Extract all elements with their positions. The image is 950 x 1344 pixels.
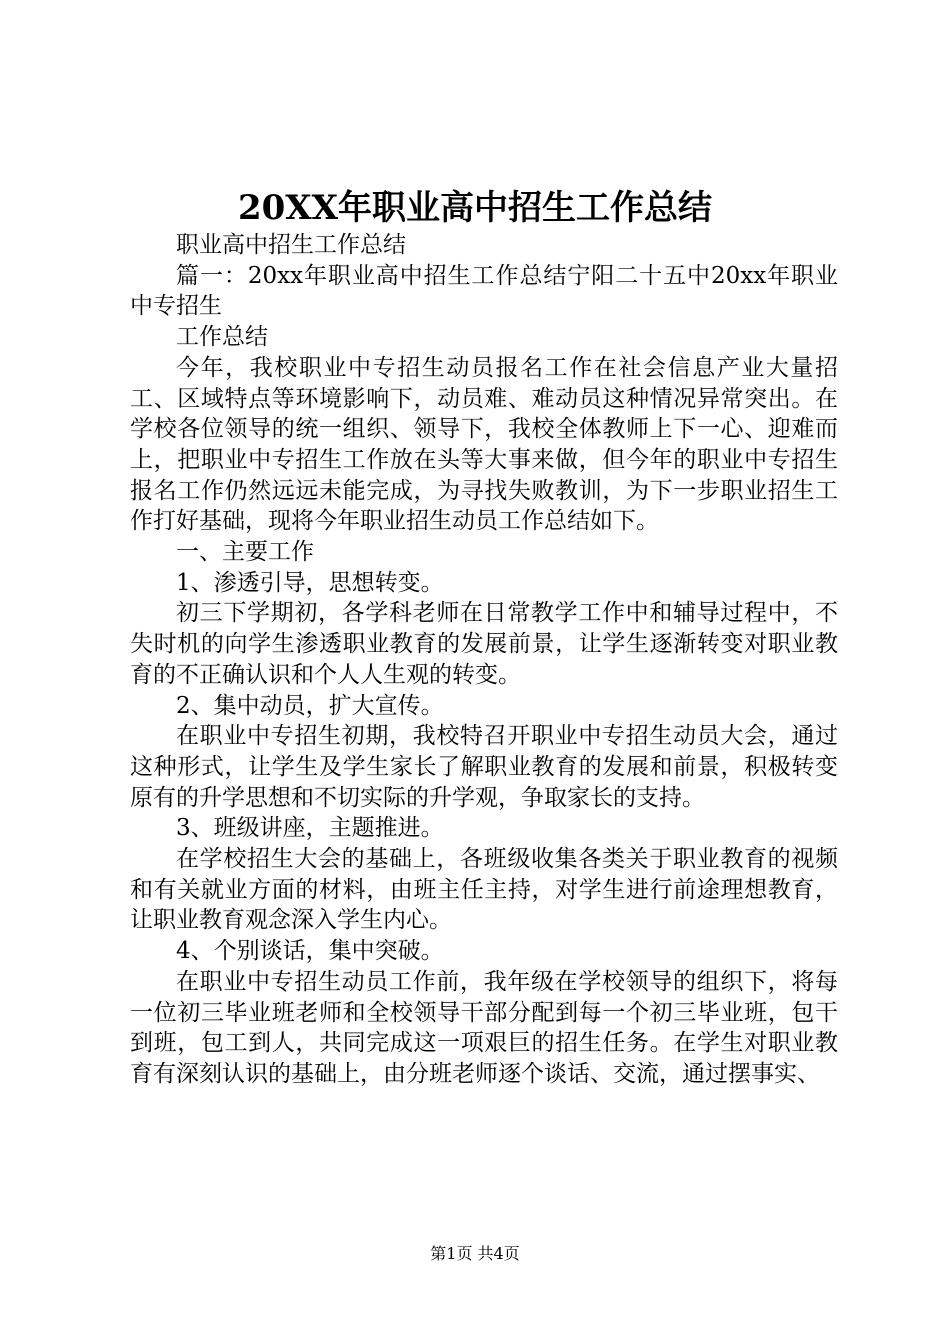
item-body-3: 在学校招生大会的基础上，各班级收集各类关于职业教育的视频和有关就业方面的材料，由班主任主持，对学生进行前途理想教育，让职业教育观念深入学生内心。 <box>130 846 838 934</box>
item-body-4: 在职业中专招生动员工作前，我年级在学校领导的组织下，将每一位初三毕业班老师和全校领导干部分配到每一个初三毕业班，包干到班，包工到人，共同完成这一项艰巨的招生任务。在学生对职业教育有深刻认识的基础上，由分班老师逐个谈话、交流，通过摆事实、 <box>130 968 838 1087</box>
document-body <box>130 230 838 1090</box>
item-body-2: 在职业中专招生初期，我校特召开职业中专招生动员大会，通过这种形式，让学生及学生家长了解职业教育的发展和前景，积极转变原有的升学思想和不切实际的升学观，争取家长的支持。 <box>130 723 838 811</box>
item-heading-3: 3、班级讲座，主题推进。 <box>176 815 444 842</box>
page-number: 第1页 共4页 <box>430 1244 520 1263</box>
paragraph-subtitle: 职业高中招生工作总结 <box>176 232 406 258</box>
paragraph-part-one-heading: 篇一：20xx年职业高中招生工作总结宁阳二十五中20xx年职业中专招生 <box>130 262 838 320</box>
document-title: 20XX年职业高中招生工作总结 <box>237 188 713 228</box>
item-body-1: 初三下学期初，各学科老师在日常教学工作中和辅导过程中，不失时机的向学生渗透职业教育的发展前景，让学生逐渐转变对职业教育的不正确认识和个人人生观的转变。 <box>130 600 838 688</box>
item-heading-4: 4、个别谈话，集中突破。 <box>176 938 444 965</box>
paragraph-intro: 今年，我校职业中专招生动员报名工作在社会信息产业大量招工、区域特点等环境影响下，动员难、难动员这种情况异常突出。在学校各位领导的统一组织、领导下，我校全体教师上下一心、迎难而上，把职业中专招生工作放在头等大事来做，但今年的职业中专招生报名工作仍然远远未能完成，为寻找失败教训，为下一步职业招生工作打好基础，现将今年职业招生动员工作总结如下。 <box>130 354 838 535</box>
item-heading-1: 1、渗透引导，思想转变。 <box>176 569 444 596</box>
item-heading-2: 2、集中动员，扩大宣传。 <box>176 692 444 719</box>
paragraph-work-summary-heading: 工作总结 <box>176 324 268 351</box>
section-heading-main-work: 一、主要工作 <box>176 539 314 566</box>
